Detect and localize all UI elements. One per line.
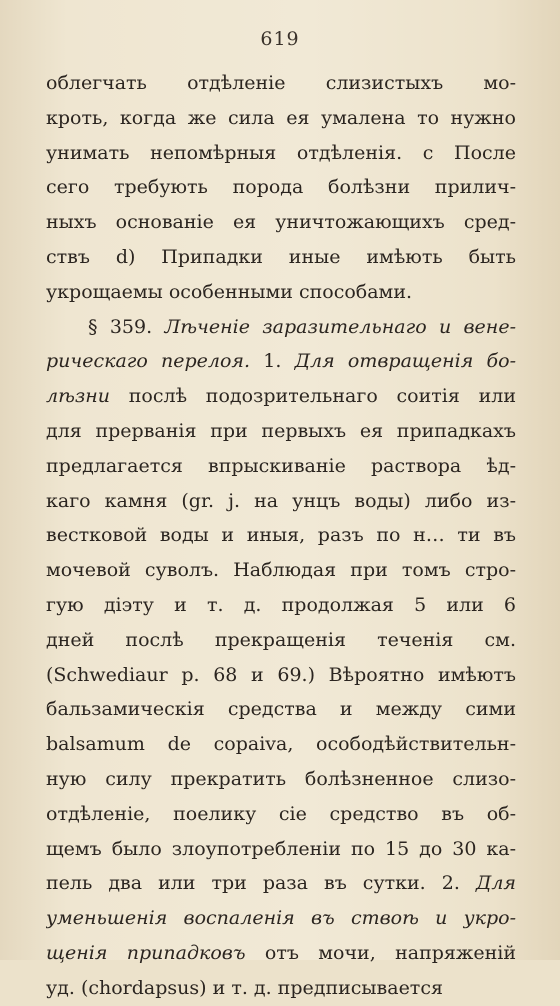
page-number: 619 — [260, 28, 300, 50]
text-line: вестковой воды и иныя, разъ по н… ти въ — [46, 524, 516, 547]
text-line: ныхъ основаніе ея уничтожающихъ сред- — [46, 211, 516, 234]
text-line: щемъ было злоупотребленіи по 15 до 30 ка- — [46, 837, 516, 860]
text-line: ствъ d) Припадки иные имѣють быть — [46, 245, 516, 268]
text-line: бальзамическія средства и между сими — [46, 698, 516, 721]
text-line: ную силу прекратить болѣзненное слизо- — [46, 767, 516, 790]
text-line: уменьшенія воспаленія въ ствоѣ и укро- — [46, 907, 516, 930]
text-line: для прерванія при первыхъ ея припадкахъ — [46, 419, 516, 442]
text-line: облегчать отдѣленіе слизистыхъ мо- — [46, 72, 516, 94]
section-title: Лѣченіе заразительнаго и вене- — [164, 315, 516, 338]
text-line: щенія припадковъ отъ мочи, напряженій — [46, 941, 516, 964]
text-line: (Schwediaur p. 68 и 69.) Вѣроятно имѣютъ — [46, 663, 516, 686]
text-line: дней послѣ прекращенія теченія см. — [46, 628, 516, 651]
text-line: сего требують порода болѣзни прилич- — [46, 176, 516, 199]
text-line: укрощаемы особенными способами. — [46, 280, 413, 303]
text-line: лѣзни послѣ подозрительнаго соитія или — [46, 385, 516, 408]
text-line: отдѣленіе, поелику сіе средство въ об- — [46, 802, 516, 825]
text-line: balsamum de copaiva, осободѣйствительн- — [46, 733, 516, 756]
text-line: мочевой суволъ. Наблюдая при томъ стро- — [46, 559, 516, 582]
text-line: унимать непомѣрныя отдѣленія. с После — [46, 141, 516, 164]
text-line: предлагается впрыскиваніе раствора ѣд- — [46, 454, 516, 477]
section-heading-line — [46, 310, 516, 345]
section-number: § 359. — [88, 315, 165, 338]
text-line: пель два или три раза въ сутки. 2. Для — [46, 872, 516, 895]
text-line: рическаго перелоя. 1. Для отвращенія бо- — [46, 350, 516, 373]
text-line: гую діэту и т. д. продолжая 5 или 6 — [46, 593, 516, 616]
text-line: уд. (chordapsus) и т. д. предписывается — [46, 976, 443, 999]
text-line: кроть, когда же сила ея умалена то нужно — [46, 106, 516, 129]
body-text — [46, 66, 516, 1006]
text-line: каго камня (gr. j. на унцъ воды) либо из- — [46, 489, 516, 512]
